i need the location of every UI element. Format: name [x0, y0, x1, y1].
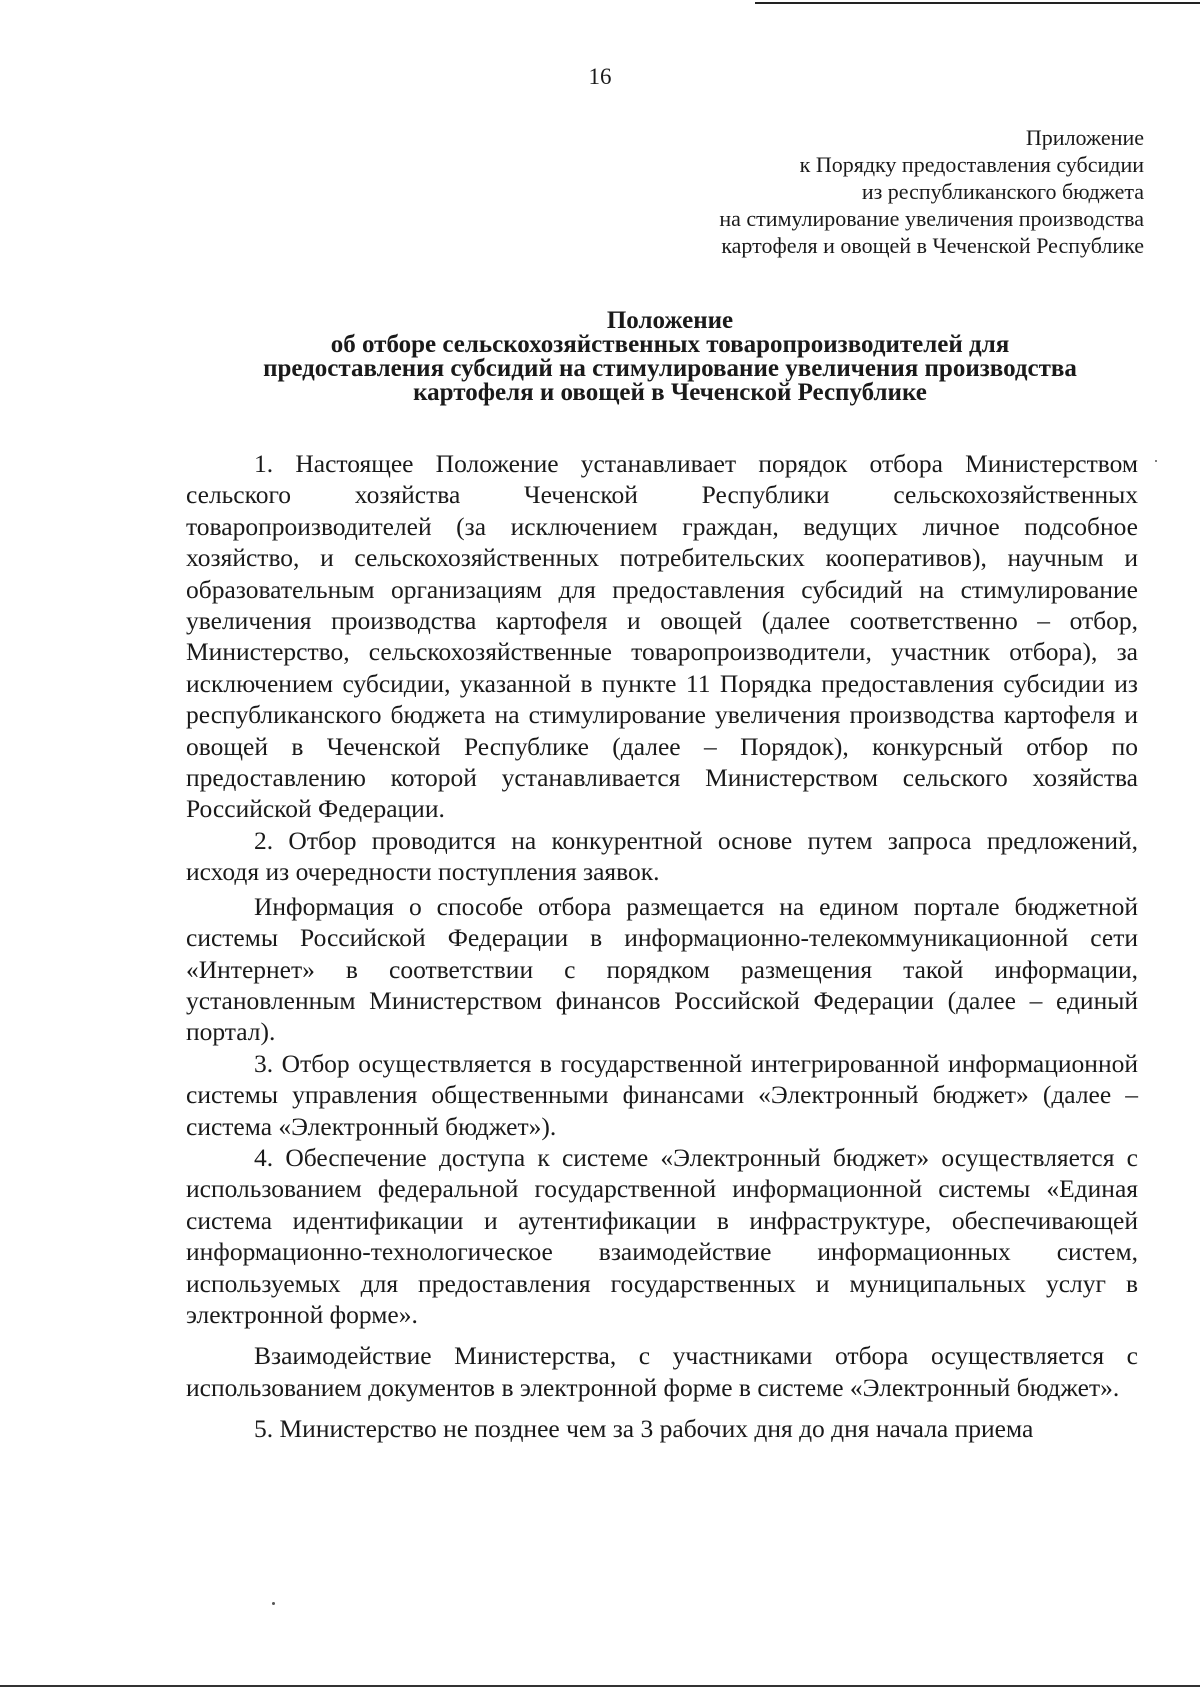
- title-line: картофеля и овощей в Чеченской Республике: [413, 379, 927, 406]
- paragraph-4: 4. Обеспечение доступа к системе «Электронный бюджет» осуществляется с использованием федеральной государственной информационной системы «Единая система идентификации и аутентификации в инфраструктуре, обеспечивающей информационно-технологическое взаимодействие информационных систем, используемых для предоставления государственных и муниципальных услуг в электронной форме».: [186, 1142, 1138, 1329]
- appendix-line: картофеля и овощей в Чеченской Республике: [721, 233, 1144, 258]
- title-line: предоставления субсидий на стимулирование увеличения производства: [263, 355, 1077, 382]
- paragraph-4-interaction: Взаимодействие Министерства, с участниками отбора осуществляется с использованием документов в электронной форме в системе «Электронный бюджет».: [186, 1341, 1138, 1402]
- scan-speck: [1155, 460, 1157, 462]
- bottom-edge-line: [0, 1685, 1200, 1687]
- document-title: [150, 309, 1190, 405]
- title-line: Положение: [606, 307, 734, 334]
- document-body: [186, 448, 1138, 1445]
- paragraph-2: 2. Отбор проводится на конкурентной основе путем запроса предложений, исходя из очередности поступления заявок.: [186, 825, 1138, 887]
- appendix-line: к Порядку предоставления субсидии: [799, 152, 1144, 177]
- paragraph-1: 1. Настоящее Положение устанавливает порядок отбора Министерством сельского хозяйства Чеченской Республики сельскохозяйственных товаропроизводителей (за исключением граждан, ведущих личное подсобное хозяйство, и сельскохозяйственных потребительских кооперативов), научным и образовательным организациям для предоставления субсидий на стимулирование увеличения производства картофеля и овощей (далее соответственно – отбор, Министерство, сельскохозяйственные товаропроизводители, участник отбора), за исключением субсидии, указанной в пункте 11 Порядка предоставления субсидии из республиканского бюджета на стимулирование увеличения производства картофеля и овощей в Чеченской Республике (далее – Порядок), конкурсный отбор по предоставлению которой устанавливается Министерством сельского хозяйства Российской Федерации.: [186, 449, 1138, 824]
- paragraph-2-info: Информация о способе отбора размещается на едином портале бюджетной системы Российской Федерации в информационно-телекоммуникационной сети «Интернет» в соответствии с порядком размещения такой информации, установленным Министерством финансов Российской Федерации (далее – единый портал).: [186, 891, 1138, 1047]
- scan-speck: [272, 1602, 275, 1605]
- appendix-header: [719, 124, 1144, 259]
- top-edge-line: [755, 2, 1200, 4]
- appendix-line: Приложение: [1025, 125, 1144, 150]
- page-number: 16: [588, 64, 612, 89]
- appendix-line: из республиканского бюджета: [861, 179, 1144, 204]
- appendix-line: на стимулирование увеличения производства: [719, 206, 1144, 231]
- title-line: об отборе сельскохозяйственных товаропроизводителей для: [330, 331, 1010, 358]
- paragraph-3: 3. Отбор осуществляется в государственной интегрированной информационной системы управления общественными финансами «Электронный бюджет» (далее – система «Электронный бюджет»).: [186, 1048, 1138, 1141]
- paragraph-5: 5. Министерство не позднее чем за 3 рабочих дня до дня начала приема: [254, 1414, 1034, 1444]
